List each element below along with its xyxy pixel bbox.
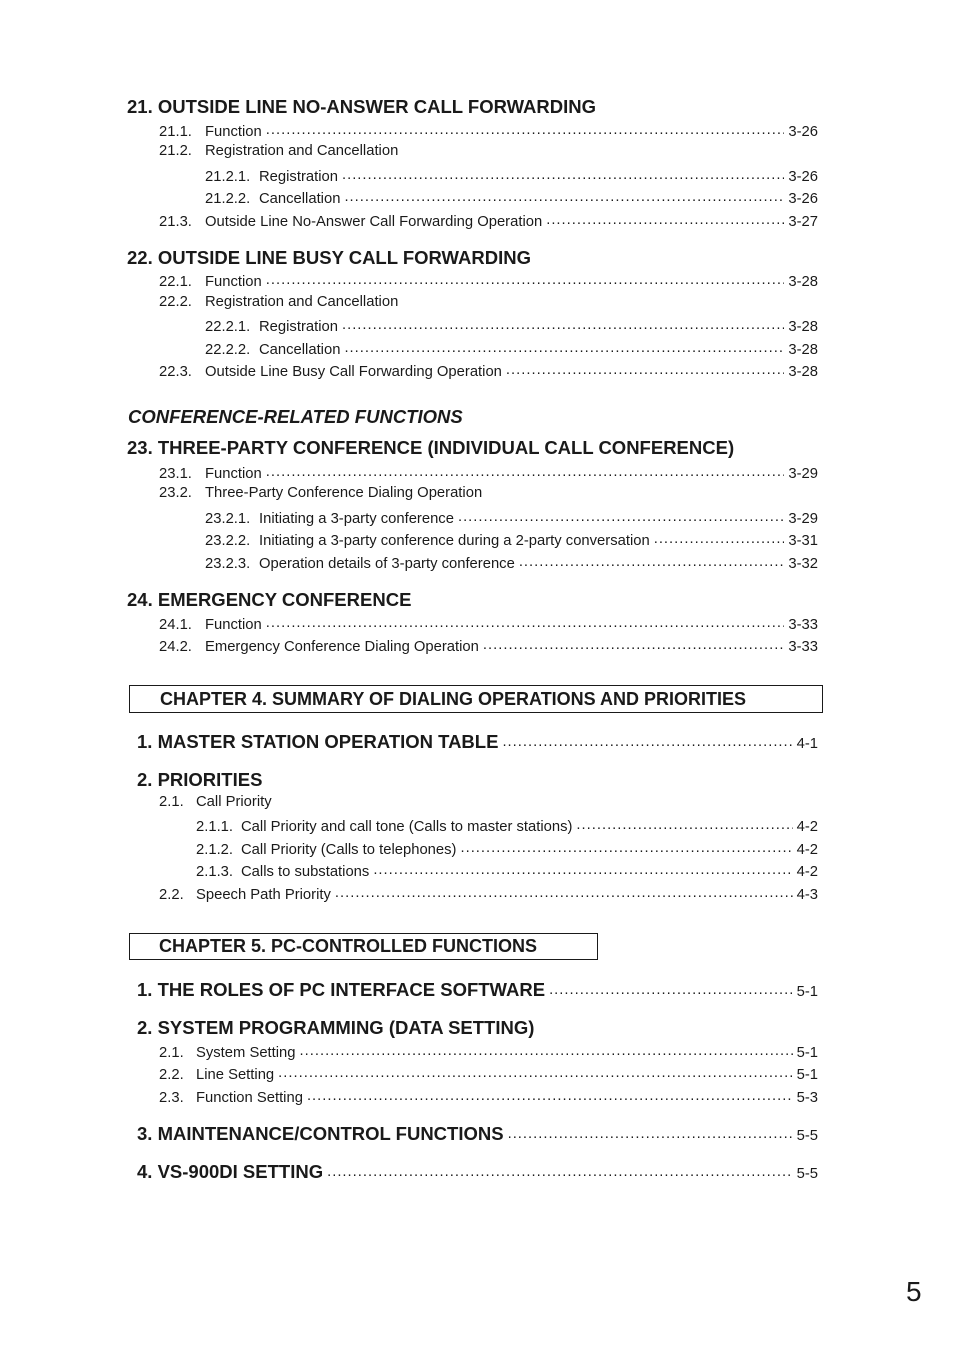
entry-text: Operation details of 3-party conference [259, 555, 515, 572]
toc-entry[interactable] [159, 361, 818, 380]
entry-text: System Setting [196, 1044, 296, 1061]
dot-leader [327, 1163, 793, 1178]
toc-entry[interactable] [205, 339, 818, 358]
entry-page: 3-28 [788, 273, 818, 290]
section-heading [127, 96, 596, 118]
entry-number: 23.2. [159, 485, 192, 501]
dot-leader [373, 861, 792, 876]
entry-number: 23.2.2. [205, 532, 251, 549]
dot-leader [342, 316, 784, 331]
entry-text: Initiating a 3-party conference [259, 510, 454, 527]
entry-text: Function [205, 616, 262, 633]
entry-page: 3-33 [788, 616, 818, 633]
dot-leader [344, 339, 784, 354]
toc-entry[interactable] [205, 553, 818, 572]
dot-leader [266, 614, 785, 629]
entry-text: Registration [259, 318, 338, 335]
toc-section-entry[interactable] [137, 731, 818, 753]
entry-number: 22.3. [159, 363, 192, 380]
toc-entry[interactable] [196, 861, 818, 880]
entry-number: 2.1. [159, 1044, 184, 1061]
dot-leader [508, 1125, 793, 1140]
toc-entry[interactable] [196, 816, 818, 835]
entry-text: Function [205, 123, 262, 140]
toc-entry[interactable] [159, 211, 818, 230]
toc-section-entry[interactable] [137, 1123, 818, 1145]
toc-entry[interactable] [159, 1087, 818, 1106]
entry-number: 21.3. [159, 213, 192, 230]
entry-text: Call Priority [196, 794, 272, 810]
section-title: 23. THREE-PARTY CONFERENCE (INDIVIDUAL CALL CONFERENCE) [127, 437, 735, 458]
entry-page: 4-2 [796, 863, 818, 880]
entry-number: 22.1. [159, 273, 192, 290]
section-heading [127, 437, 734, 459]
toc-entry[interactable] [159, 294, 818, 310]
entry-text: Three-Party Conference Dialing Operation [205, 485, 483, 501]
section-heading [137, 1017, 534, 1039]
dot-leader [546, 211, 784, 226]
toc-entry[interactable] [159, 143, 818, 159]
section-heading [127, 589, 411, 611]
dot-leader [460, 839, 792, 854]
section-title: 2. SYSTEM PROGRAMMING (DATA SETTING) [137, 1017, 535, 1038]
chapter-4-box[interactable] [129, 685, 823, 713]
entry-number: 2.3. [159, 1089, 184, 1106]
entry-number: 21.1. [159, 123, 192, 140]
entry-number: 2.1. [159, 794, 184, 810]
entry-number: 22.2. [159, 294, 192, 310]
toc-entry[interactable] [205, 530, 818, 549]
toc-entry[interactable] [196, 839, 818, 858]
entry-page: 3-29 [788, 465, 818, 482]
section-title: 1. THE ROLES OF PC INTERFACE SOFTWARE [137, 979, 546, 1000]
toc-entry[interactable] [159, 485, 818, 501]
section-title: 4. VS-900DI SETTING [137, 1161, 324, 1182]
entry-page: 3-28 [788, 363, 818, 380]
entry-page: 3-33 [788, 638, 818, 655]
entry-page: 5-1 [796, 984, 818, 1000]
entry-number: 2.2. [159, 1066, 184, 1083]
dot-leader [335, 884, 793, 899]
entry-text: Registration and Cancellation [205, 143, 399, 159]
toc-entry[interactable] [205, 166, 818, 185]
entry-page: 3-26 [788, 190, 818, 207]
dot-leader [502, 733, 792, 748]
chapter-title: CHAPTER 5. PC-CONTROLLED FUNCTIONS [159, 936, 537, 956]
entry-page: 5-5 [796, 1128, 818, 1144]
entry-text: Cancellation [259, 190, 341, 207]
toc-section-entry[interactable] [137, 979, 818, 1001]
entry-number: 23.2.3. [205, 555, 251, 572]
section-title: 24. EMERGENCY CONFERENCE [127, 589, 412, 610]
dot-leader [654, 530, 785, 545]
entry-text: Function Setting [196, 1089, 303, 1106]
entry-page: 4-1 [796, 736, 818, 752]
chapter-title: CHAPTER 4. SUMMARY OF DIALING OPERATIONS AND PRIORITIES [160, 688, 747, 709]
entry-page: 3-26 [788, 168, 818, 185]
entry-page: 3-28 [788, 318, 818, 335]
entry-text: Emergency Conference Dialing Operation [205, 638, 479, 655]
toc-entry[interactable] [159, 271, 818, 290]
dot-leader [342, 166, 784, 181]
toc-entry[interactable] [159, 884, 818, 903]
category-heading: CONFERENCE-RELATED FUNCTIONS [128, 406, 463, 427]
entry-text: Registration [259, 168, 338, 185]
entry-number: 21.2.1. [205, 168, 251, 185]
dot-leader [506, 361, 784, 376]
dot-leader [344, 188, 784, 203]
dot-leader [458, 508, 784, 523]
entry-page: 3-28 [788, 341, 818, 358]
entry-number: 22.2.1. [205, 318, 251, 335]
entry-page: 3-31 [788, 532, 818, 549]
entry-page: 5-5 [796, 1166, 818, 1182]
entry-page: 3-26 [788, 123, 818, 140]
entry-text: Cancellation [259, 341, 341, 358]
dot-leader [483, 636, 784, 651]
section-title: 2. PRIORITIES [137, 769, 263, 790]
entry-text: Function [205, 273, 262, 290]
section-heading [137, 769, 262, 791]
entry-number: 2.1.1. [196, 818, 234, 835]
entry-text: Registration and Cancellation [205, 294, 399, 310]
entry-text: Initiating a 3-party conference during a 2-party conversation [259, 532, 650, 549]
toc-section-entry[interactable] [137, 1161, 818, 1183]
toc-entry[interactable] [159, 614, 818, 633]
entry-text: Call Priority (Calls to telephones) [241, 841, 457, 858]
dot-leader [266, 121, 785, 136]
entry-number: 23.2.1. [205, 510, 251, 527]
toc-entry[interactable] [205, 188, 818, 207]
section-heading [127, 247, 531, 269]
entry-number: 2.2. [159, 886, 184, 903]
dot-leader [266, 463, 785, 478]
entry-text: Outside Line No-Answer Call Forwarding Operation [205, 213, 543, 230]
entry-number: 23.1. [159, 465, 192, 482]
dot-leader [300, 1042, 793, 1057]
entry-page: 5-3 [796, 1089, 818, 1106]
page-number: 5 [906, 1276, 922, 1307]
dot-leader [549, 981, 793, 996]
entry-page: 3-27 [788, 213, 818, 230]
entry-text: Speech Path Priority [196, 886, 331, 903]
section-title: 3. MAINTENANCE/CONTROL FUNCTIONS [137, 1123, 504, 1144]
entry-page: 5-1 [796, 1066, 818, 1083]
chapter-5-box[interactable] [129, 933, 598, 960]
entry-text: Calls to substations [241, 863, 370, 880]
entry-number: 21.2.2. [205, 190, 251, 207]
dot-leader [278, 1064, 792, 1079]
entry-page: 4-2 [796, 841, 818, 858]
entry-page: 4-3 [796, 886, 818, 903]
entry-text: Function [205, 465, 262, 482]
entry-page: 3-32 [788, 555, 818, 572]
section-title: 21. OUTSIDE LINE NO-ANSWER CALL FORWARDING [127, 96, 597, 117]
entry-text: Call Priority and call tone (Calls to master stations) [241, 818, 573, 835]
toc-entry[interactable] [159, 794, 818, 810]
section-title: 22. OUTSIDE LINE BUSY CALL FORWARDING [127, 247, 531, 268]
toc-entry[interactable] [205, 316, 818, 335]
entry-number: 24.2. [159, 638, 192, 655]
entry-page: 5-1 [796, 1044, 818, 1061]
dot-leader [519, 553, 785, 568]
entry-number: 24.1. [159, 616, 192, 633]
entry-text: Line Setting [196, 1066, 275, 1083]
toc-entry[interactable] [159, 636, 818, 655]
dot-leader [266, 271, 785, 286]
entry-text: Outside Line Busy Call Forwarding Operation [205, 363, 502, 380]
entry-page: 3-29 [788, 510, 818, 527]
toc-entry[interactable] [159, 121, 818, 140]
section-title: 1. MASTER STATION OPERATION TABLE [137, 731, 499, 752]
toc-entry[interactable] [159, 463, 818, 482]
entry-page: 4-2 [796, 818, 818, 835]
toc-entry[interactable] [159, 1042, 818, 1061]
dot-leader [576, 816, 792, 831]
entry-number: 2.1.3. [196, 863, 234, 880]
entry-number: 21.2. [159, 143, 192, 159]
toc-entry[interactable] [205, 508, 818, 527]
entry-number: 22.2.2. [205, 341, 251, 358]
toc-entry[interactable] [159, 1064, 818, 1083]
dot-leader [307, 1087, 793, 1102]
entry-number: 2.1.2. [196, 841, 234, 858]
